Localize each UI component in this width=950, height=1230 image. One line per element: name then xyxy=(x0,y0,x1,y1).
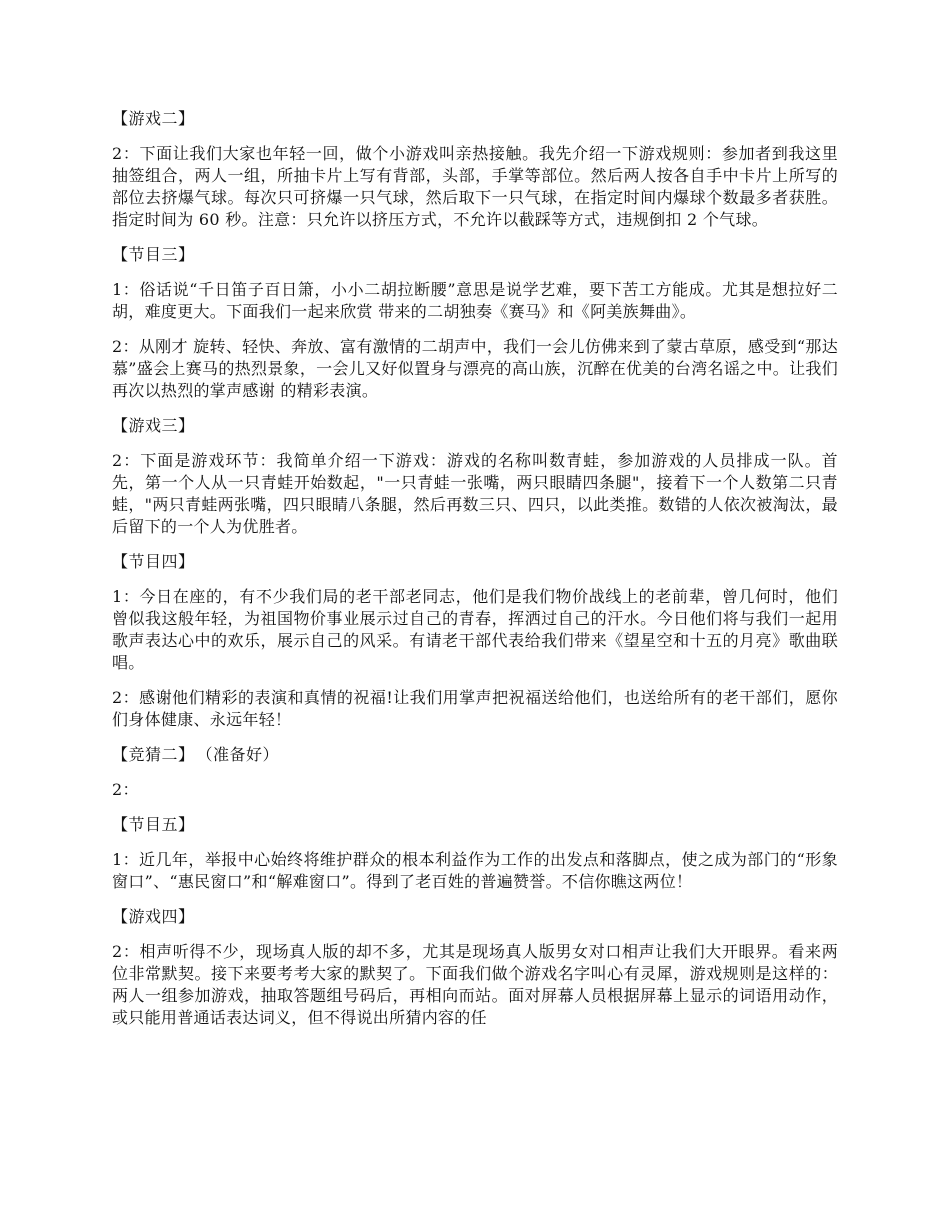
paragraph-quiz-two-speaker: 2： xyxy=(112,780,139,799)
paragraph-game-two-rules: 2：下面让我们大家也年轻一回，做个小游戏叫亲热接触。我先介绍一下游戏规则：参加者到我这里抽签组合，两人一组，所抽卡片上写有背部，头部，手掌等部位。然后两人按各自手中卡片上所写的部位去挤爆气球。每次只可挤爆一只气球，然后取下一只气球，在指定时间内爆球个数最多者获胜。指定时间为 60 秒。注意：只允许以挤压方式，不允许以截踩等方式，违规倒扣 2 个气球。 xyxy=(112,144,838,229)
heading-quiz-two xyxy=(112,744,838,766)
document-page xyxy=(112,108,838,1042)
paragraph-veterans-intro: 1：今日在座的，有不少我们局的老干部老同志，他们是我们物价战线上的老前辈，曾几何时，他们曾似我这般年轻，为祖国物价事业展示过自己的青春，挥洒过自己的汗水。今日他们将与我们一起用歌声表达心中的欢乐，展示自己的风采。有请老干部代表给我们带来《望星空和十五的月亮》歌曲联唱。 xyxy=(112,587,838,672)
heading-game-three: 【游戏三】 xyxy=(112,416,195,435)
heading-program-five: 【节目五】 xyxy=(112,815,195,834)
paragraph-erhu-intro: 1：俗话说“千日笛子百日箫，小小二胡拉断腰”意思是说学艺难，要下苦工方能成。尤其是想拉好二胡，难度更大。下面我们一起来欣赏 带来的二胡独奏《赛马》和《阿美族舞曲》。 xyxy=(112,280,838,321)
heading-program-four: 【节目四】 xyxy=(112,552,195,571)
paragraph-telepathy-game: 2：相声听得不少，现场真人版的却不多，尤其是现场真人版男女对口相声让我们大开眼界。看来两位非常默契。接下来要考考大家的默契了。下面我们做个游戏名字叫心有灵犀，游戏规则是这样的：两人一组参加游戏，抽取答题组号码后，再相向而站。面对屏幕人员根据屏幕上显示的词语用动作，或只能用普通话表达词义，但不得说出所猜内容的任 xyxy=(112,942,838,1027)
heading-game-two: 【游戏二】 xyxy=(112,109,195,128)
heading-program-three: 【节目三】 xyxy=(112,245,195,264)
paragraph-veterans-thanks: 2：感谢他们精彩的表演和真情的祝福!让我们用掌声把祝福送给他们，也送给所有的老干部们，愿你们身体健康、永远年轻！ xyxy=(112,688,838,729)
heading-quiz-two-note: （准备好） xyxy=(204,745,280,764)
heading-game-four: 【游戏四】 xyxy=(112,907,195,926)
heading-quiz-two-label: 【竞猜二】 xyxy=(112,745,195,764)
paragraph-frog-game: 2：下面是游戏环节：我简单介绍一下游戏：游戏的名称叫数青蛙，参加游戏的人员排成一队。首先，第一个人从一只青蛙开始数起，"一只青蛙一张嘴，两只眼睛四条腿"，接着下一个人数第二只青蛙，"两只青蛙两张嘴，四只眼睛八条腿，然后再数三只、四只，以此类推。数错的人依次被淘汰，最后留下的一个人为优胜者。 xyxy=(112,451,838,536)
paragraph-report-center: 1：近几年，举报中心始终将维护群众的根本利益作为工作的出发点和落脚点，使之成为部门的“形象窗口”、“惠民窗口”和“解难窗口”。得到了老百姓的普遍赞誉。不信你瞧这两位！ xyxy=(112,850,838,891)
paragraph-erhu-thanks: 2：从刚才 旋转、轻快、奔放、富有激情的二胡声中，我们一会儿仿佛来到了蒙古草原，感受到“那达慕”盛会上赛马的热烈景象，一会儿又好似置身与漂亮的高山族，沉醉在优美的台湾名谣之中。让我们再次以热烈的掌声感谢 的精彩表演。 xyxy=(112,337,838,400)
